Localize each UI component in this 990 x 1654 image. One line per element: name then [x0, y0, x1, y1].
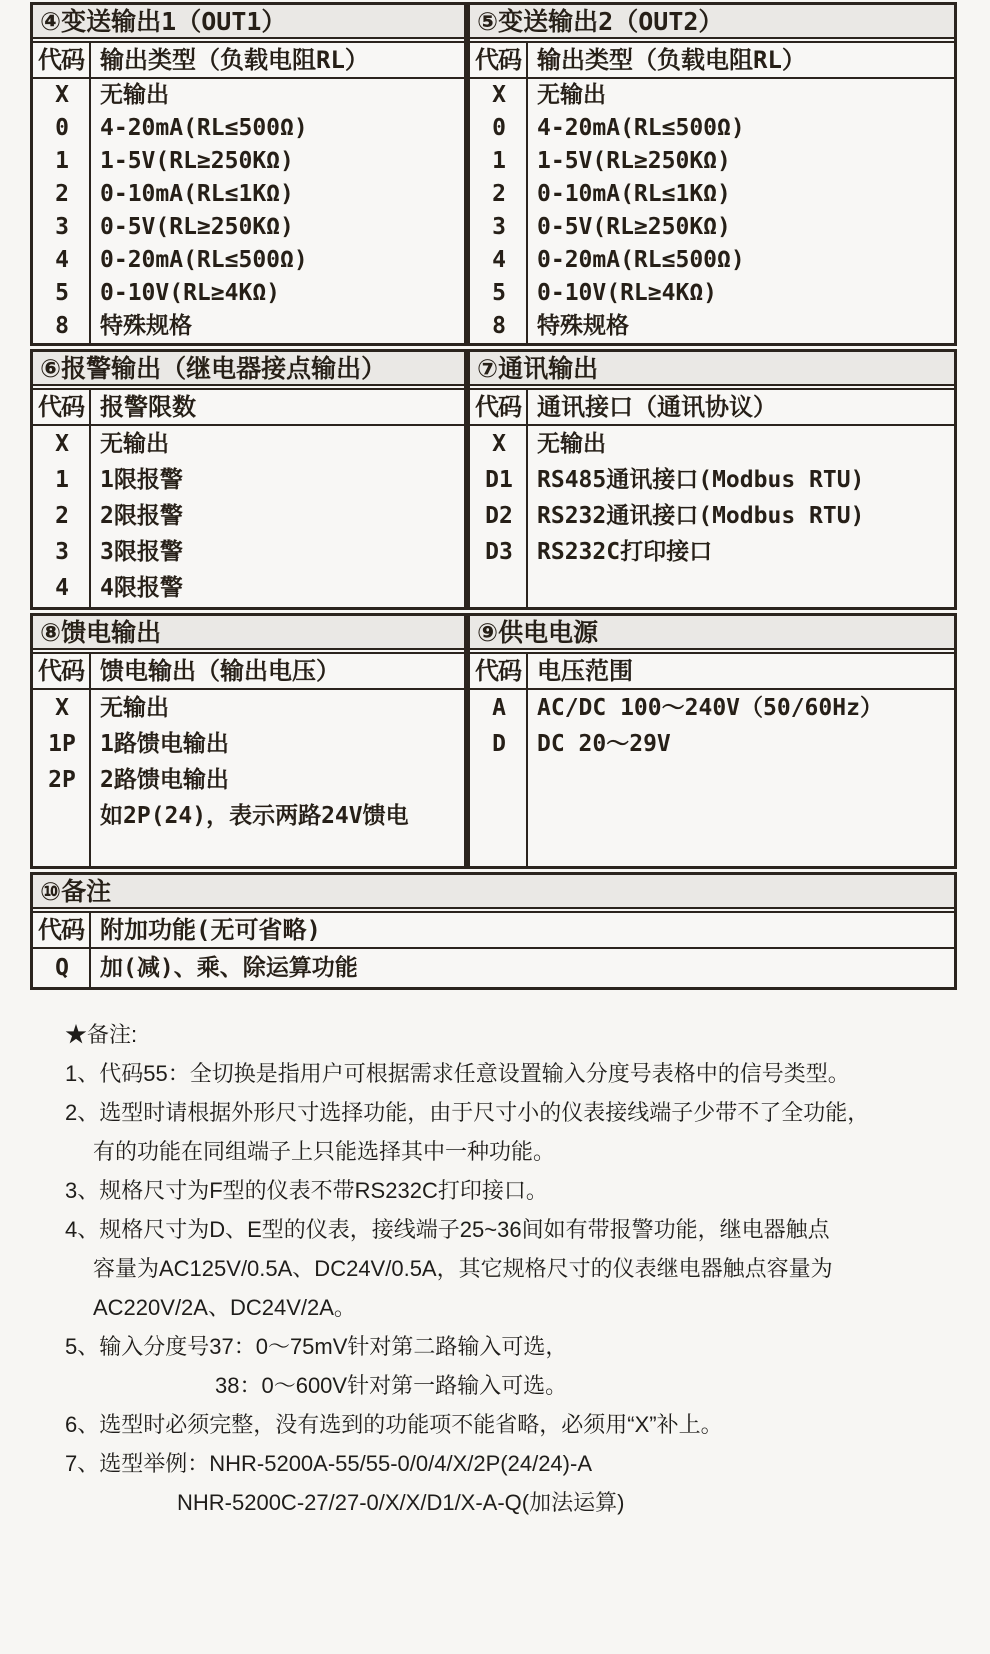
code-cell: D1 — [485, 467, 513, 493]
desc-cell: 4限报警 — [100, 575, 183, 601]
column-header-row — [470, 41, 954, 79]
table-row — [470, 498, 954, 534]
table-row — [33, 145, 464, 178]
code-cell: D2 — [485, 503, 513, 529]
table-row — [33, 211, 464, 244]
note-line: 有的功能在同组端子上只能选择其中一种功能。 — [93, 1139, 556, 1164]
table-row — [470, 79, 954, 112]
table-feed — [30, 613, 467, 869]
desc-cell: 无输出 — [100, 82, 169, 108]
note-line: ★备注: — [65, 1022, 138, 1047]
code-cell: X — [492, 431, 506, 457]
note-line: 6、选型时必须完整，没有选到的功能项不能省略，必须用“X”补上。 — [65, 1412, 723, 1437]
table-row — [470, 277, 954, 310]
table-row — [33, 79, 464, 112]
desc-cell: 无输出 — [537, 431, 606, 457]
code-cell: 5 — [55, 280, 69, 306]
code-cell: Q — [55, 955, 69, 981]
section-title-alarm: ⑥报警输出（继电器接点输出） — [33, 352, 464, 386]
desc-cell: AC/DC 100～240V（50/60Hz） — [537, 695, 883, 721]
desc-cell: DC 20～29V — [537, 731, 671, 757]
table-row — [470, 244, 954, 277]
section-title-out1: ④变送输出1（OUT1） — [33, 5, 464, 39]
note-line: AC220V/2A、DC24V/2A。 — [93, 1295, 356, 1320]
desc-column-header: 输出类型（负载电阻RL） — [100, 46, 369, 74]
desc-cell: 3限报警 — [100, 539, 183, 565]
code-column-header: 代码 — [470, 654, 528, 688]
desc-cell: 无输出 — [100, 431, 169, 457]
code-column-header: 代码 — [33, 43, 91, 77]
column-header-row — [33, 652, 464, 690]
desc-cell: 0-10mA(RL≤1KΩ) — [100, 181, 294, 207]
desc-cell: 无输出 — [537, 82, 606, 108]
code-cell: 8 — [55, 313, 69, 339]
desc-cell: 2限报警 — [100, 503, 183, 529]
desc-cell: 0-20mA(RL≤500Ω) — [100, 247, 308, 273]
code-column-header: 代码 — [33, 913, 91, 947]
code-cell: X — [55, 431, 69, 457]
code-cell: 1 — [492, 148, 506, 174]
table-remark — [30, 872, 957, 990]
column-header-row — [470, 652, 954, 690]
column-header-row — [33, 388, 464, 426]
code-cell: 4 — [492, 247, 506, 273]
desc-column-header: 馈电输出（输出电压） — [100, 657, 340, 685]
desc-column-header: 附加功能(无可省略) — [100, 916, 321, 944]
notes-section — [65, 1015, 955, 1522]
code-cell: 5 — [492, 280, 506, 306]
table-body — [33, 690, 464, 866]
column-header-row — [33, 41, 464, 79]
note-line: 7、选型举例：NHR-5200A-55/55-0/0/4/X/2P(24/24)-A — [65, 1451, 592, 1476]
desc-cell: 1路馈电输出 — [100, 731, 229, 757]
table-row — [33, 244, 464, 277]
desc-cell: 0-5V(RL≥250KΩ) — [537, 214, 731, 240]
code-cell: 1 — [55, 467, 69, 493]
code-cell: 4 — [55, 247, 69, 273]
table-row — [33, 726, 464, 762]
note-line: 4、规格尺寸为D、E型的仪表，接线端子25~36间如有带报警功能，继电器触点 — [65, 1217, 830, 1242]
desc-cell: 0-10V(RL≥4KΩ) — [537, 280, 718, 306]
table-body — [470, 690, 954, 866]
code-column-header: 代码 — [33, 654, 91, 688]
code-cell: 2 — [492, 181, 506, 207]
table-body — [470, 426, 954, 607]
desc-cell: 无输出 — [100, 695, 169, 721]
table-row — [470, 112, 954, 145]
table-body — [470, 79, 954, 343]
desc-cell: RS232通讯接口(Modbus RTU) — [537, 503, 865, 529]
desc-column-header: 报警限数 — [100, 393, 196, 421]
table-body — [33, 79, 464, 343]
section-title-supply: ⑨供电电源 — [470, 616, 954, 650]
table-row — [470, 426, 954, 462]
code-cell: 4 — [55, 575, 69, 601]
code-cell: 2 — [55, 503, 69, 529]
code-cell: 1 — [55, 148, 69, 174]
code-column-header: 代码 — [470, 390, 528, 424]
desc-column-header: 通讯接口（通讯协议） — [537, 393, 777, 421]
table-alarm — [30, 349, 467, 610]
desc-cell: 特殊规格 — [100, 313, 192, 339]
code-cell: A — [492, 695, 506, 721]
table-supply — [467, 613, 957, 869]
table-pair-feed-supply — [30, 613, 957, 869]
table-row — [470, 534, 954, 570]
table-row — [33, 310, 464, 343]
desc-cell: 0-10V(RL≥4KΩ) — [100, 280, 281, 306]
table-pair-transmit-outputs — [30, 2, 957, 346]
desc-cell: 1-5V(RL≥250KΩ) — [537, 148, 731, 174]
desc-cell: 0-20mA(RL≤500Ω) — [537, 247, 745, 273]
section-title-feed: ⑧馈电输出 — [33, 616, 464, 650]
table-row — [33, 570, 464, 606]
table-row — [33, 690, 464, 726]
code-cell: 8 — [492, 313, 506, 339]
table-pair-alarm-comm — [30, 349, 957, 610]
section-title-remark: ⑩备注 — [33, 875, 954, 909]
table-row — [33, 762, 464, 798]
desc-cell: 加(减)、乘、除运算功能 — [100, 955, 358, 981]
table-row — [33, 462, 464, 498]
code-cell: D — [492, 731, 506, 757]
code-cell: 3 — [55, 539, 69, 565]
code-column-header: 代码 — [470, 43, 528, 77]
code-cell: X — [55, 82, 69, 108]
code-cell: X — [55, 695, 69, 721]
table-row — [33, 426, 464, 462]
code-cell: 0 — [492, 115, 506, 141]
table-row — [470, 690, 954, 726]
table-row — [33, 178, 464, 211]
column-header-row — [470, 388, 954, 426]
desc-cell: 如2P(24)，表示两路24V馈电 — [100, 803, 409, 829]
code-cell: 0 — [55, 115, 69, 141]
note-line: NHR-5200C-27/27-0/X/X/D1/X-A-Q(加法运算) — [177, 1490, 625, 1515]
code-cell: 2 — [55, 181, 69, 207]
desc-column-header: 电压范围 — [537, 657, 633, 685]
note-line: 5、输入分度号37：0～75mV针对第二路输入可选， — [65, 1334, 568, 1359]
code-cell: 2P — [48, 767, 76, 793]
note-line: 容量为AC125V/0.5A、DC24V/0.5A，其它规格尺寸的仪表继电器触点容量为 — [93, 1256, 833, 1281]
table-body — [33, 426, 464, 607]
table-out1 — [30, 2, 467, 346]
table-row — [470, 178, 954, 211]
section-title-comm: ⑦通讯输出 — [470, 352, 954, 386]
desc-cell: 1-5V(RL≥250KΩ) — [100, 148, 294, 174]
table-row — [33, 112, 464, 145]
section-title-out2: ⑤变送输出2（OUT2） — [470, 5, 954, 39]
code-cell: 3 — [492, 214, 506, 240]
desc-column-header: 输出类型（负载电阻RL） — [537, 46, 806, 74]
table-row — [33, 949, 954, 987]
code-cell: X — [492, 82, 506, 108]
table-body — [33, 949, 954, 987]
desc-cell: 4-20mA(RL≤500Ω) — [100, 115, 308, 141]
desc-cell: 0-10mA(RL≤1KΩ) — [537, 181, 731, 207]
desc-cell: 2路馈电输出 — [100, 767, 229, 793]
note-line: 1、代码55：全切换是指用户可根据需求任意设置输入分度号表格中的信号类型。 — [65, 1061, 850, 1086]
table-out2 — [467, 2, 957, 346]
desc-cell: RS232C打印接口 — [537, 539, 713, 565]
note-line: 3、规格尺寸为F型的仪表不带RS232C打印接口。 — [65, 1178, 548, 1203]
table-row — [470, 145, 954, 178]
table-row — [470, 462, 954, 498]
table-comm — [467, 349, 957, 610]
code-cell — [33, 798, 91, 834]
table-row — [33, 498, 464, 534]
selection-tables — [30, 2, 957, 990]
desc-cell: 1限报警 — [100, 467, 183, 493]
note-line: 38：0～600V针对第一路输入可选。 — [215, 1373, 568, 1398]
code-cell: D3 — [485, 539, 513, 565]
table-row — [33, 798, 464, 834]
table-row — [470, 310, 954, 343]
code-cell: 3 — [55, 214, 69, 240]
table-row — [470, 726, 954, 762]
desc-cell: 0-5V(RL≥250KΩ) — [100, 214, 294, 240]
desc-cell: RS485通讯接口(Modbus RTU) — [537, 467, 865, 493]
desc-cell: 4-20mA(RL≤500Ω) — [537, 115, 745, 141]
note-line: 2、选型时请根据外形尺寸选择功能，由于尺寸小的仪表接线端子少带不了全功能， — [65, 1100, 870, 1125]
column-header-row — [33, 911, 954, 949]
desc-cell: 特殊规格 — [537, 313, 629, 339]
table-row — [33, 277, 464, 310]
table-row — [470, 211, 954, 244]
code-cell: 1P — [48, 731, 76, 757]
code-column-header: 代码 — [33, 390, 91, 424]
table-row — [33, 534, 464, 570]
